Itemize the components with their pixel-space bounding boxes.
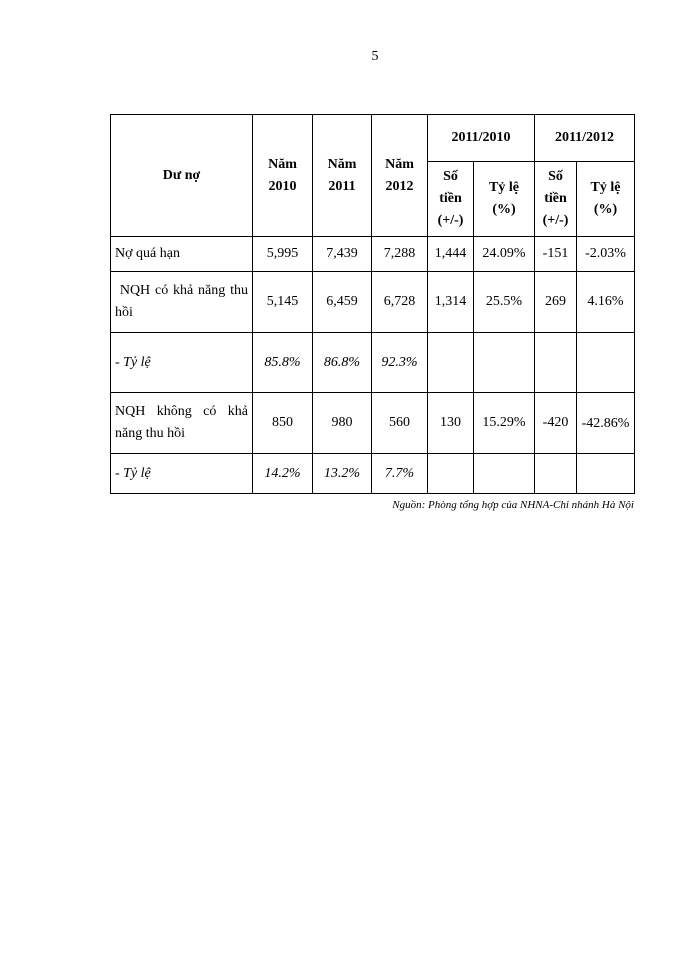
cell-p1-ratio: 25.5% — [474, 272, 535, 333]
cell-p1-ratio: 24.09% — [474, 237, 535, 272]
header-year-2012: Năm 2012 — [372, 115, 428, 237]
cell-2011: 86.8% — [313, 333, 372, 393]
row-label: NQH có khả năng thu hồi — [111, 272, 253, 333]
cell-2010: 14.2% — [253, 454, 313, 494]
cell-2012: 6,728 — [372, 272, 428, 333]
cell-p1-amount — [428, 454, 474, 494]
cell-2012: 560 — [372, 393, 428, 454]
cell-2010: 85.8% — [253, 333, 313, 393]
cell-2011: 7,439 — [313, 237, 372, 272]
source-note: Nguồn: Phòng tổng hợp của NHNA-Chi nhánh Hà Nội — [392, 499, 634, 511]
cell-2012: 7.7% — [372, 454, 428, 494]
cell-2010: 850 — [253, 393, 313, 454]
cell-p2-amount: 269 — [535, 272, 577, 333]
header-amount-1: Số tiền (+/-) — [428, 162, 474, 237]
cell-p2-amount: -420 — [535, 393, 577, 454]
cell-p1-ratio: 15.29% — [474, 393, 535, 454]
cell-p2-amount — [535, 454, 577, 494]
header-ratio-2: Tỷ lệ (%) — [577, 162, 635, 237]
row-label: Nợ quá hạn — [111, 237, 253, 272]
cell-p2-ratio: -2.03% — [577, 237, 635, 272]
debt-table — [110, 114, 635, 494]
header-row-top — [111, 115, 635, 162]
cell-p1-ratio — [474, 333, 535, 393]
table-row — [111, 237, 635, 272]
cell-2011: 980 — [313, 393, 372, 454]
row-label: - Tỷ lệ — [111, 333, 253, 393]
cell-p2-ratio — [577, 454, 635, 494]
header-debt: Dư nợ — [111, 115, 253, 237]
cell-p2-ratio — [577, 333, 635, 393]
header-amount-2: Số tiền (+/-) — [535, 162, 577, 237]
cell-2012: 7,288 — [372, 237, 428, 272]
table-row — [111, 333, 635, 393]
cell-2010: 5,145 — [253, 272, 313, 333]
cell-p1-amount: 1,444 — [428, 237, 474, 272]
cell-2012: 92.3% — [372, 333, 428, 393]
cell-2010: 5,995 — [253, 237, 313, 272]
cell-p1-amount: 130 — [428, 393, 474, 454]
cell-2011: 13.2% — [313, 454, 372, 494]
table-row — [111, 393, 635, 454]
cell-p2-amount: -151 — [535, 237, 577, 272]
page-number: 5 — [371, 49, 379, 64]
header-period-2011-2012: 2011/2012 — [535, 115, 635, 162]
header-year-2010: Năm 2010 — [253, 115, 313, 237]
header-year-2011: Năm 2011 — [313, 115, 372, 237]
row-label: NQH không có khả năng thu hồi — [111, 393, 253, 454]
cell-p1-ratio — [474, 454, 535, 494]
cell-p1-amount — [428, 333, 474, 393]
cell-p2-amount — [535, 333, 577, 393]
row-label: - Tỷ lệ — [111, 454, 253, 494]
cell-p1-amount: 1,314 — [428, 272, 474, 333]
cell-p2-ratio: -42.86% — [577, 393, 635, 454]
cell-p2-ratio: 4.16% — [577, 272, 635, 333]
cell-2011: 6,459 — [313, 272, 372, 333]
header-period-2011-2010: 2011/2010 — [428, 115, 535, 162]
table-row — [111, 454, 635, 494]
header-ratio-1: Tỷ lệ (%) — [474, 162, 535, 237]
table-row — [111, 272, 635, 333]
